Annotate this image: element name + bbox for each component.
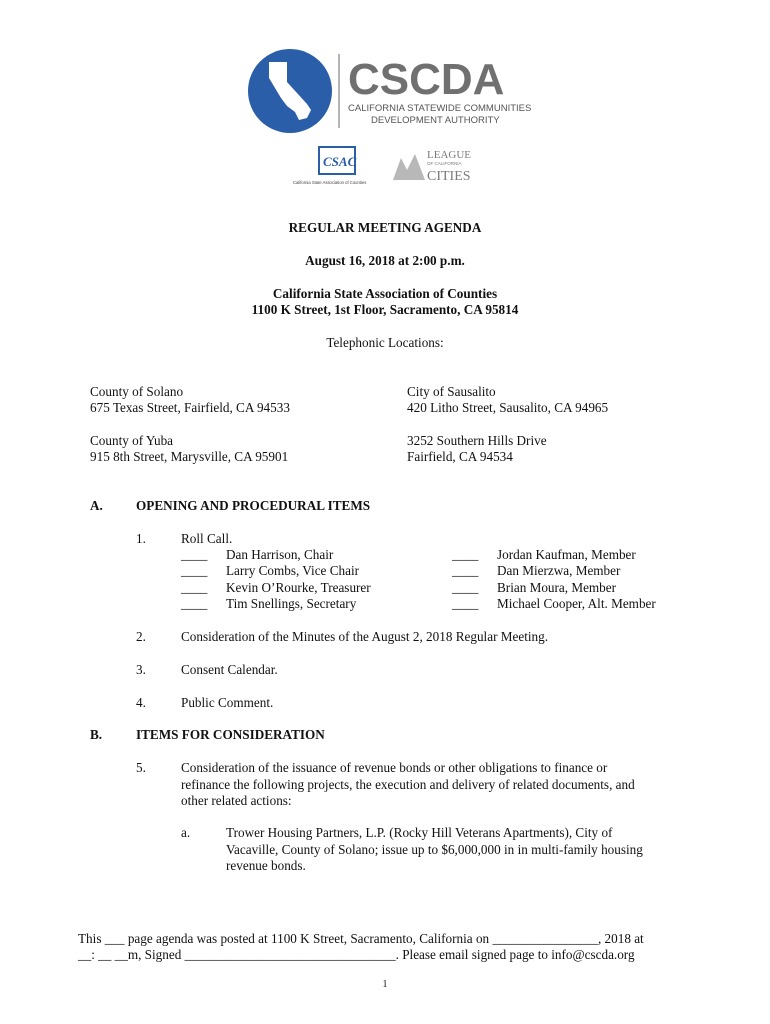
logo-subtitle-line1: CALIFORNIA STATEWIDE COMMUNITIES bbox=[348, 103, 532, 114]
item-4-text: Public Comment. bbox=[181, 695, 274, 710]
league-logo-line1: LEAGUE bbox=[427, 149, 471, 161]
item-5-text-line2: refinance the following projects, the execution and delivery of related documents, and bbox=[181, 777, 635, 792]
location-3-line2: 915 8th Street, Marysville, CA 95901 bbox=[90, 449, 289, 464]
item-5a-text-line1: Trower Housing Partners, L.P. (Rocky Hill Veterans Apartments), City of bbox=[226, 825, 613, 840]
telephonic-label: Telephonic Locations: bbox=[326, 335, 444, 350]
location-2-line2: 420 Litho Street, Sausalito, CA 94965 bbox=[407, 400, 609, 415]
roll-call-member: Michael Cooper, Alt. Member bbox=[497, 596, 656, 611]
location-4-line1: 3252 Southern Hills Drive bbox=[407, 433, 547, 448]
roll-call-member: Jordan Kaufman, Member bbox=[497, 547, 636, 562]
location-3-line1: County of Yuba bbox=[90, 433, 174, 448]
roll-call-member: Larry Combs, Vice Chair bbox=[226, 563, 360, 578]
cscda-logo bbox=[247, 48, 537, 134]
item-2-number: 2. bbox=[136, 629, 146, 644]
item-2-text: Consideration of the Minutes of the August 2, 2018 Regular Meeting. bbox=[181, 629, 549, 644]
item-3-number: 3. bbox=[136, 662, 146, 677]
section-a-letter: A. bbox=[90, 498, 103, 513]
logo-subtitle-line2: DEVELOPMENT AUTHORITY bbox=[371, 115, 500, 126]
section-b-letter: B. bbox=[90, 727, 103, 742]
item-5a-letter: a. bbox=[181, 825, 191, 840]
item-5a-text-line3: revenue bonds. bbox=[226, 858, 306, 873]
agenda-title: REGULAR MEETING AGENDA bbox=[288, 220, 482, 235]
roll-call-member: Tim Snellings, Secretary bbox=[226, 596, 357, 611]
league-logo-line2: OF CALIFORNIA bbox=[427, 161, 462, 166]
item-5-text-line3: other related actions: bbox=[181, 793, 292, 808]
location-4-line2: Fairfield, CA 94534 bbox=[407, 449, 513, 464]
roll-call-blank: ____ bbox=[452, 563, 479, 578]
section-a-heading: OPENING AND PROCEDURAL ITEMS bbox=[136, 498, 371, 513]
roll-call-blank: ____ bbox=[452, 547, 479, 562]
league-logo-mark bbox=[393, 154, 425, 180]
roll-call-member: Dan Harrison, Chair bbox=[226, 547, 334, 562]
csac-caption: California State Association of Counties bbox=[293, 180, 367, 185]
roll-call-member: Brian Moura, Member bbox=[497, 580, 617, 595]
roll-call-blank: ____ bbox=[452, 580, 479, 595]
roll-call-member: Dan Mierzwa, Member bbox=[497, 563, 621, 578]
item-5a-text-line2: Vacaville, County of Solano; issue up to $6,000,000 in in multi-family housing bbox=[226, 842, 643, 857]
logo-acronym: CSCDA bbox=[348, 55, 505, 104]
roll-call-blank: ____ bbox=[181, 596, 208, 611]
item-1-text: Roll Call. bbox=[181, 531, 233, 546]
roll-call-member: Kevin O’Rourke, Treasurer bbox=[226, 580, 371, 595]
venue-address: 1100 K Street, 1st Floor, Sacramento, CA 95814 bbox=[251, 302, 519, 317]
item-4-number: 4. bbox=[136, 695, 146, 710]
item-3-text: Consent Calendar. bbox=[181, 662, 278, 677]
posting-notice-line1: This ___ page agenda was posted at 1100 K Street, Sacramento, California on ________________, 2018 at bbox=[78, 931, 644, 946]
item-1-number: 1. bbox=[136, 531, 146, 546]
location-2-line1: City of Sausalito bbox=[407, 384, 496, 399]
roll-call-blank: ____ bbox=[181, 563, 208, 578]
location-1-line2: 675 Texas Street, Fairfield, CA 94533 bbox=[90, 400, 290, 415]
league-logo-line3: CITIES bbox=[427, 169, 471, 184]
item-5-number: 5. bbox=[136, 760, 146, 775]
meeting-date: August 16, 2018 at 2:00 p.m. bbox=[305, 253, 465, 268]
csac-logo-text: CSAC bbox=[323, 154, 357, 169]
page-number: 1 bbox=[382, 979, 388, 990]
item-5-text-line1: Consideration of the issuance of revenue bonds or other obligations to finance or bbox=[181, 760, 608, 775]
section-b-heading: ITEMS FOR CONSIDERATION bbox=[136, 727, 325, 742]
partner-logos bbox=[293, 144, 488, 190]
roll-call-blank: ____ bbox=[181, 547, 208, 562]
roll-call-blank: ____ bbox=[181, 580, 208, 595]
location-1-line1: County of Solano bbox=[90, 384, 184, 399]
posting-notice-line2: __: __ __m, Signed ________________________________. Please email signed page to info@cscda.org bbox=[78, 947, 635, 962]
venue-name: California State Association of Counties bbox=[272, 286, 498, 301]
roll-call-blank: ____ bbox=[452, 596, 479, 611]
